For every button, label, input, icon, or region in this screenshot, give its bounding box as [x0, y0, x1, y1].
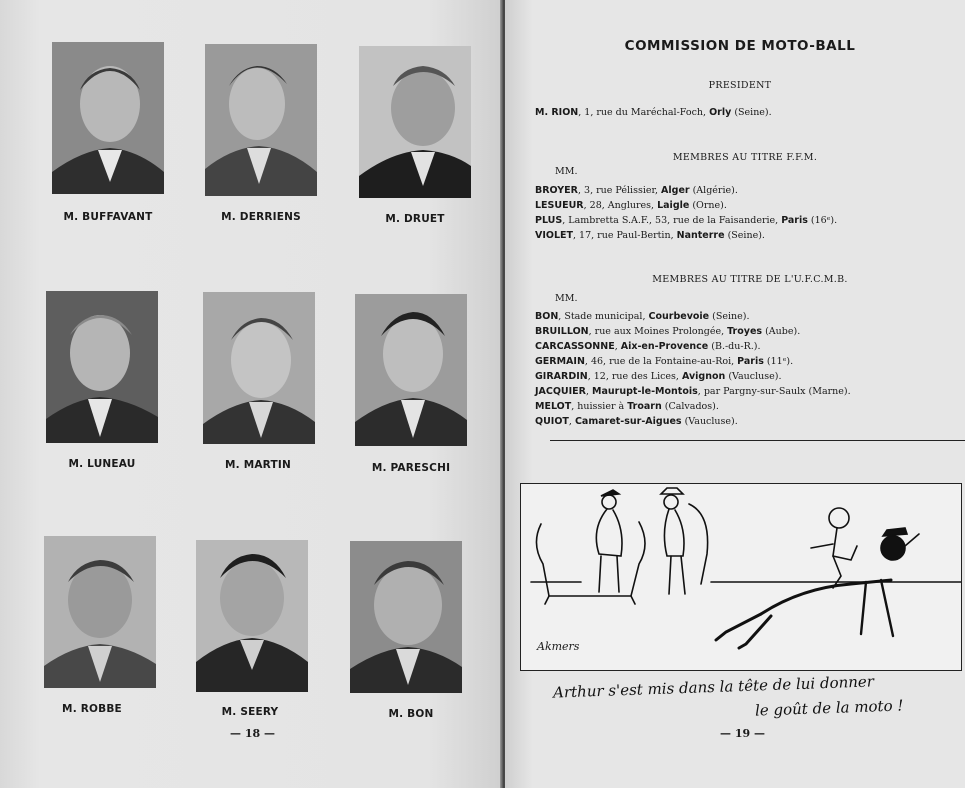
page-number: — 18 — — [230, 727, 275, 740]
member-name: QUIOT — [535, 416, 569, 427]
member-name: BROYER — [535, 185, 578, 196]
portrait-caption: M. MARTIN — [225, 459, 291, 471]
member-name: LESUEUR — [535, 200, 584, 211]
portrait-photo — [359, 46, 471, 198]
member-region: (Seine). — [731, 107, 772, 118]
member-line — [535, 340, 955, 354]
member-address: , — [586, 386, 593, 397]
member-name: GIRARDIN — [535, 371, 588, 382]
divider — [550, 440, 965, 441]
portrait-photo — [205, 44, 317, 196]
member-address: , rue aux Moines Prolongée, — [588, 326, 728, 337]
member-address: , 12, rue des Lices, — [587, 371, 682, 382]
page-title: COMMISSION DE MOTO-BALL — [624, 38, 856, 54]
member-name: BRUILLON — [535, 326, 589, 337]
member-city: Laigle — [657, 200, 690, 211]
member-region: (Seine). — [709, 311, 750, 322]
member-city: Avignon — [681, 371, 726, 382]
member-region: , par Pargny-sur-Saulx (Marne). — [697, 386, 851, 397]
portrait-caption: M. PARESCHI — [371, 462, 451, 474]
member-city: Nanterre — [676, 230, 725, 241]
member-address: , 46, rue de la Fontaine-au-Roi, — [584, 356, 738, 367]
member-city: Maurupt-le-Montois — [592, 386, 698, 397]
member-name: BON — [535, 311, 559, 322]
artist-signature: Akmers — [537, 640, 580, 653]
member-city: Orly — [709, 107, 732, 118]
portrait-caption: M. DERRIENS — [221, 211, 301, 223]
member-name: CARCASSONNE — [535, 341, 615, 352]
member-line — [535, 214, 955, 228]
member-region: (Aube). — [762, 326, 801, 337]
portrait-caption: M. SEERY — [221, 706, 279, 718]
member-name: M. RION — [535, 107, 579, 118]
member-line — [535, 400, 955, 414]
member-region: (Calvados). — [661, 401, 719, 412]
member-city: Camaret-sur-Aigues — [574, 416, 682, 427]
member-address: , 3, rue Pélissier, — [577, 185, 662, 196]
member-address: , Stade municipal, — [558, 311, 649, 322]
member-name: JACQUIER — [535, 386, 586, 397]
portrait-photo — [44, 536, 156, 688]
member-city: Troarn — [627, 401, 662, 412]
member-line — [535, 415, 955, 429]
member-line — [535, 325, 955, 339]
member-line — [535, 370, 955, 384]
portrait-caption: M. ROBBE — [62, 703, 122, 715]
member-city: Aix-en-Provence — [620, 341, 709, 352]
member-region: (Seine). — [724, 230, 765, 241]
member-line — [535, 199, 955, 213]
portrait-photo — [196, 540, 308, 692]
portrait-photo — [52, 42, 164, 194]
member-line — [535, 355, 955, 369]
ufcmb-heading: MEMBRES AU TITRE DE L'U.F.C.M.B. — [652, 274, 848, 285]
portrait-photo — [203, 292, 315, 444]
member-address: , — [614, 341, 621, 352]
member-city: Courbevoie — [648, 311, 710, 322]
member-line — [535, 229, 955, 243]
portrait-photo — [46, 291, 158, 443]
portrait-caption: M. LUNEAU — [68, 458, 136, 470]
member-region: (Orne). — [689, 200, 727, 211]
member-name: MELOT — [535, 401, 572, 412]
member-region: (11ᵉ). — [763, 356, 794, 367]
member-address: , 28, Anglures, — [583, 200, 658, 211]
ffm-heading: MEMBRES AU TITRE F.F.M. — [672, 152, 818, 163]
member-region: (Vaucluse). — [681, 416, 738, 427]
member-city: Paris — [781, 215, 808, 226]
member-line — [535, 310, 955, 324]
mm-label: MM. — [555, 293, 578, 304]
member-region: (Algérie). — [689, 185, 738, 196]
portrait-photo — [350, 541, 462, 693]
president-heading: PRESIDENT — [708, 80, 772, 91]
member-name: GERMAIN — [535, 356, 585, 367]
member-address: , Lambretta S.A.F., 53, rue de la Faisanderie, — [562, 215, 782, 226]
mm-label: MM. — [555, 166, 578, 177]
right-page — [505, 0, 965, 788]
member-region: (16ᵉ). — [807, 215, 838, 226]
member-city: Paris — [737, 356, 764, 367]
member-line — [535, 184, 955, 198]
cartoon-illustration — [520, 483, 962, 671]
member-address: , 1, rue du Maréchal-Foch, — [578, 107, 710, 118]
member-region: (B.-du-R.). — [708, 341, 761, 352]
member-address: , — [568, 416, 575, 427]
page-number: — 19 — — [720, 727, 765, 740]
cartoon-caption-line2: le goût de la moto ! — [754, 696, 904, 720]
portrait-caption: M. DRUET — [385, 213, 445, 225]
portrait-caption: M. BUFFAVANT — [63, 211, 153, 223]
portrait-caption: M. BON — [388, 708, 434, 720]
member-region: (Vaucluse). — [725, 371, 782, 382]
cartoon-caption-line1: Arthur s'est mis dans la tête de lui donner — [552, 672, 875, 702]
member-name: VIOLET — [535, 230, 573, 241]
portrait-photo — [355, 294, 467, 446]
member-city: Troyes — [727, 326, 763, 337]
member-address: , 17, rue Paul-Bertin, — [573, 230, 677, 241]
president-line — [535, 106, 955, 120]
member-address: , huissier à — [571, 401, 628, 412]
member-city: Alger — [661, 185, 690, 196]
member-name: PLUS — [535, 215, 563, 226]
member-line — [535, 385, 955, 399]
